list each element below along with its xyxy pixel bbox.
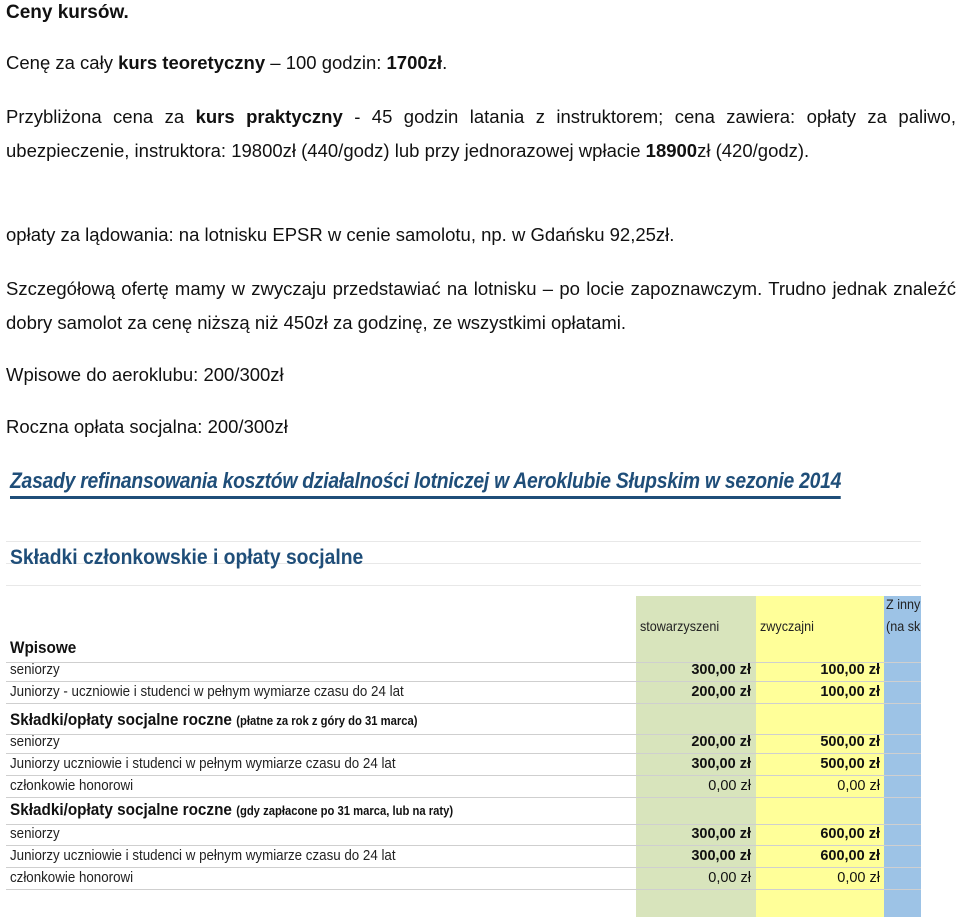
value-zwyczajni: 600,00 zł bbox=[820, 826, 880, 842]
value-stowarzyszeni: 300,00 zł bbox=[691, 662, 751, 678]
value-stowarzyszeni: 0,00 zł bbox=[708, 778, 751, 794]
value-stowarzyszeni: 300,00 zł bbox=[691, 826, 751, 842]
row-label: Juniorzy uczniowie i studenci w pełnym wymiarze czasu do 24 lat bbox=[10, 756, 396, 772]
table-row bbox=[6, 824, 921, 846]
value-stowarzyszeni: 300,00 zł bbox=[691, 848, 751, 864]
row-label: seniorzy bbox=[10, 734, 60, 750]
entry-fee: Wpisowe do aeroklubu: 200/300zł bbox=[6, 364, 284, 385]
column-header-inni-line1: Z inny bbox=[886, 596, 921, 612]
column-header-stowarzyszeni: stowarzyszeni bbox=[640, 618, 720, 634]
row-label: seniorzy bbox=[10, 662, 60, 678]
practical-course-price: Przybliżona cena za kurs praktyczny - 45 godzin latania z instruktorem; cena zawiera: opłaty za paliwo, ubezpieczenie, instruktora: 19800zł (440/godz) lub przy jednorazowej wpłacie 18900zł (420/godz). bbox=[6, 106, 956, 161]
value-zwyczajni: 0,00 zł bbox=[837, 778, 880, 794]
table-row bbox=[6, 660, 921, 682]
value-stowarzyszeni: 300,00 zł bbox=[691, 756, 751, 772]
value-zwyczajni: 0,00 zł bbox=[837, 870, 880, 886]
value-stowarzyszeni: 200,00 zł bbox=[691, 734, 751, 750]
sheet-subtitle: Składki członkowskie i opłaty socjalne bbox=[10, 546, 364, 569]
section-label: Składki/opłaty socjalne roczne (gdy zapłacone po 31 marca, lub na raty) bbox=[10, 800, 454, 819]
row-label: Juniorzy - uczniowie i studenci w pełnym wymiarze czasu do 24 lat bbox=[10, 684, 404, 700]
value-zwyczajni: 500,00 zł bbox=[820, 734, 880, 750]
table-row bbox=[6, 754, 921, 776]
row-label: seniorzy bbox=[10, 826, 60, 842]
table-row bbox=[6, 732, 921, 754]
landing-fees: opłaty za lądowania: na lotnisku EPSR w cenie samolotu, np. w Gdańsku 92,25zł. bbox=[6, 224, 675, 245]
value-zwyczajni: 600,00 zł bbox=[820, 848, 880, 864]
annual-fee: Roczna opłata socjalna: 200/300zł bbox=[6, 416, 288, 437]
table-row bbox=[6, 868, 921, 890]
row-label: Juniorzy uczniowie i studenci w pełnym wymiarze czasu do 24 lat bbox=[10, 848, 396, 864]
fee-table-image bbox=[6, 462, 921, 917]
section-note: (płatne za rok z góry do 31 marca) bbox=[236, 714, 418, 728]
sheet-title: Zasady refinansowania kosztów działalności lotniczej w Aeroklubie Słupskim w sezonie 2014 bbox=[6, 462, 921, 521]
value-zwyczajni: 100,00 zł bbox=[820, 662, 880, 678]
section-note: (gdy zapłacone po 31 marca, lub na raty) bbox=[236, 804, 454, 818]
row-label: członkowie honorowi bbox=[10, 870, 134, 886]
value-zwyczajni: 100,00 zł bbox=[820, 684, 880, 700]
table-row bbox=[6, 776, 921, 798]
table-section-header bbox=[6, 800, 921, 825]
table-row bbox=[6, 846, 921, 868]
value-stowarzyszeni: 200,00 zł bbox=[691, 684, 751, 700]
value-stowarzyszeni: 0,00 zł bbox=[708, 870, 751, 886]
column-header-inni-line2: (na sk bbox=[886, 618, 921, 634]
section-label: Wpisowe bbox=[10, 638, 77, 657]
theory-course-price: Cenę za cały kurs teoretyczny – 100 godzin: 1700zł. bbox=[6, 52, 448, 73]
column-header-zwyczajni: zwyczajni bbox=[760, 618, 814, 634]
offer-paragraph: Szczegółową ofertę mamy w zwyczaju przedstawiać na lotnisku – po locie zapoznawczym. Trudno jednak znaleźć dobry samolot za cenę niższą niż 450zł za godzinę, ze wszystkimi opłatami. bbox=[6, 278, 956, 333]
table-row bbox=[6, 682, 921, 704]
value-zwyczajni: 500,00 zł bbox=[820, 756, 880, 772]
row-label: członkowie honorowi bbox=[10, 778, 134, 794]
section-label: Składki/opłaty socjalne roczne (płatne za rok z góry do 31 marca) bbox=[10, 710, 418, 729]
page-heading: Ceny kursów. bbox=[6, 2, 129, 23]
